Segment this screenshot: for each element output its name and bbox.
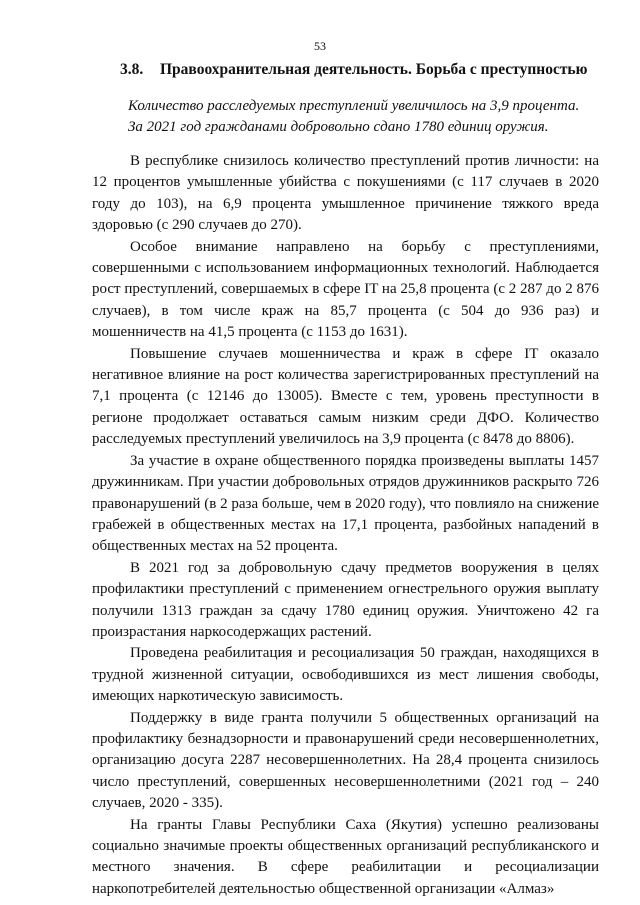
lead-summary: [128, 96, 598, 138]
paragraph: Повышение случаев мошенничества и краж в сфере IT оказало негативное влияние на рост количества зарегистрированных преступлений на 7,1 процента (с 12146 до 13005). Вместе с тем, уровень преступности в регионе продолжает оставаться самым низким среди ДФО. Количество расследуемых преступлений увеличилось на 3,9 процента (с 8478 до 8806).: [92, 345, 599, 448]
paragraph: Поддержку в виде гранта получили 5 общественных организаций на профилактику безнадзорности и правонарушений среди несовершеннолетних, организацию досуга 2287 несовершеннолетних. На 28,4 процента снизилось число преступлений, совершенных несовершеннолетними (2021 год – 240 случаев, 2020 - 335).: [92, 709, 599, 812]
paragraph: Особое внимание направлено на борьбу с преступлениями, совершенными с использованием информационных технологий. Наблюдается рост преступлений, совершаемых в сфере IT на 25,8 процента (с 2 287 до 2 876 случаев), в том числе краж на 85,7 процента (с 504 до 936 раз) и мошенничеств на 41,5 процента (с 1153 до 1631).: [92, 238, 599, 341]
page-number: 53: [314, 39, 326, 53]
paragraph: Проведена реабилитация и ресоциализация 50 граждан, находящихся в трудной жизненной ситуации, освободившихся из мест лишения свободы, имеющих наркотическую зависимость.: [92, 645, 599, 705]
section-title: Правоохранительная деятельность. Борьба с преступностью: [160, 61, 588, 78]
paragraph: В 2021 год за добровольную сдачу предметов вооружения в целях профилактики преступлений с применением огнестрельного оружия выплату получили 1313 граждан за сдачу 1780 единиц оружия. Уничтожено 42 га произрастания наркосодержащих растений.: [92, 559, 599, 640]
section-number: 3.8.: [120, 61, 144, 78]
body-text: [92, 151, 599, 900]
section-heading: [120, 60, 590, 80]
paragraph: За участие в охране общественного порядка произведены выплаты 1457 дружинникам. При участии добровольных отрядов дружинников раскрыто 726 правонарушений (в 2 раза больше, чем в 2020 году), что повлияло на снижение грабежей в общественных местах на 17,1 процента, разбойных нападений в общественных местах на 52 процента.: [92, 452, 599, 555]
lead-line: Количество расследуемых преступлений увеличилось на 3,9 процента.: [128, 98, 580, 114]
lead-line: За 2021 год гражданами добровольно сдано 1780 единиц оружия.: [128, 119, 549, 135]
paragraph: На гранты Главы Республики Саха (Якутия) успешно реализованы социально значимые проекты общественных организаций республиканского и местного значения. В сфере реабилитации и ресоциализации наркопотребителей деятельностью общественной организации «Алмаз»: [92, 816, 599, 897]
paragraph: В республике снизилось количество преступлений против личности: на 12 процентов умышленные убийства с покушениями (с 117 случаев в 2020 году до 103), на 6,9 процента умышленное причинение тяжкого вреда здоровью (с 290 случаев до 270).: [92, 153, 599, 234]
